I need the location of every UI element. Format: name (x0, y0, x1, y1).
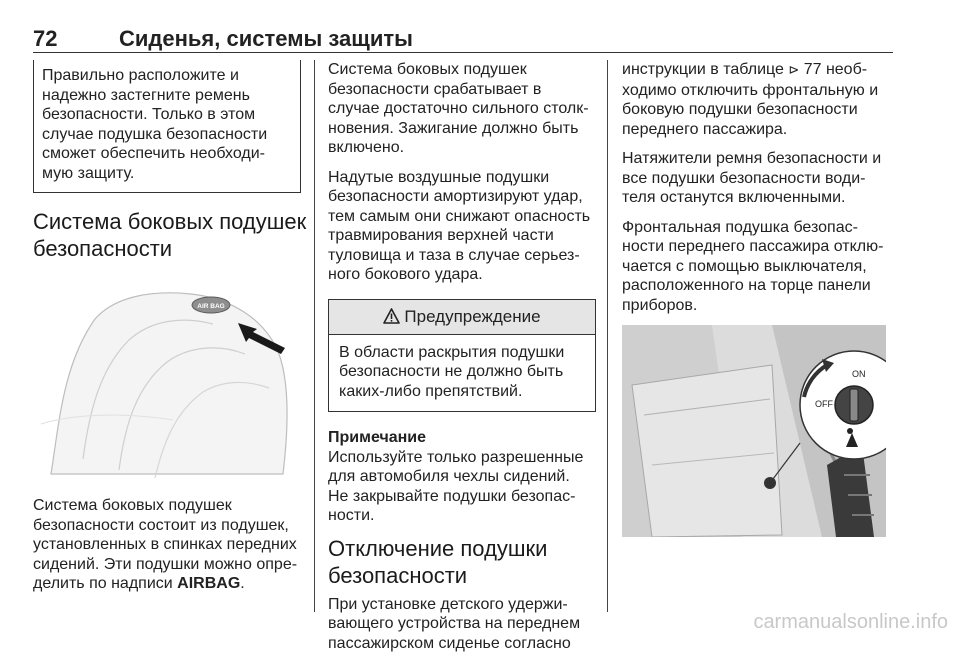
switch-on-label: ON (852, 369, 866, 379)
column-3 (622, 60, 892, 549)
note-line: Не закрывайте подушки безопас- (328, 487, 596, 507)
warning-body (329, 335, 595, 412)
paragraph-child-seat (328, 595, 596, 653)
body-line: ходимо отключить фронтальную и (622, 81, 892, 101)
body-text: делить по надписи (33, 575, 177, 592)
body-line: установленных в спинках передних (33, 535, 301, 555)
warning-line: безопасности не должно быть (339, 362, 585, 382)
body-line: ности переднего пассажира отклю- (622, 237, 892, 257)
body-line: включено. (328, 138, 596, 158)
note-body (328, 448, 596, 526)
body-line: При установке детского удержи- (328, 595, 596, 615)
seat-airbag-label: AIR BAG (197, 303, 224, 310)
body-line: все подушки безопасности води- (622, 169, 892, 189)
notice-line: мую защиту. (42, 164, 292, 184)
body-text: 77 необ- (799, 61, 867, 78)
warning-title: Предупреждение (404, 307, 540, 326)
body-line (622, 60, 892, 81)
side-airbag-description (33, 496, 301, 594)
body-line: переднего пассажира. (622, 120, 892, 140)
body-line: пассажирском сиденье согласно (328, 634, 596, 653)
heading-line: безопасности (33, 235, 301, 262)
body-line: туловища и таза в случае серьез- (328, 246, 596, 266)
body-text: . (240, 575, 244, 592)
warning-line: В области раскрытия подушки (339, 343, 585, 363)
seatbelt-notice-box (33, 60, 301, 193)
note-line: ности. (328, 506, 596, 526)
warning-line: каких-либо препятствий. (339, 382, 585, 402)
body-line: боковую подушки безопасности (622, 100, 892, 120)
paragraph-protection (328, 168, 596, 285)
page-reference-icon[interactable]: ⊳ (788, 63, 799, 78)
warning-box (328, 299, 596, 413)
paragraph-activation (328, 60, 596, 158)
section-heading-deactivation (328, 535, 596, 589)
heading-line: Отключение подушки (328, 535, 596, 562)
seat-airbag-illustration (33, 274, 301, 484)
warning-header (329, 300, 595, 335)
body-line: Система боковых подушек (328, 60, 596, 80)
body-line: вающего устройства на переднем (328, 614, 596, 634)
note-line: Используйте только разрешенные (328, 448, 596, 468)
body-line: сидений. Эти подушки можно опре- (33, 555, 301, 575)
note-line: для автомобиля чехлы сидений. (328, 467, 596, 487)
page-header (33, 22, 893, 56)
paragraph-table-reference (622, 60, 892, 139)
paragraph-switch (622, 218, 892, 316)
body-line: случае достаточно сильного столк- (328, 99, 596, 119)
body-line: ного бокового удара. (328, 265, 596, 285)
body-line: безопасности состоит из подушек, (33, 516, 301, 536)
body-text: инструкции в таблице (622, 61, 788, 78)
notice-line: безопасности. Только в этом (42, 105, 292, 125)
note-title: Примечание (328, 428, 596, 448)
section-heading-side-airbags (33, 208, 301, 262)
body-line: Натяжители ремня безопасности и (622, 149, 892, 169)
body-line: Система боковых подушек (33, 496, 301, 516)
body-line: безопасности амортизируют удар, (328, 187, 596, 207)
warning-triangle-icon (383, 308, 400, 324)
column-1 (33, 60, 301, 594)
header-rule (33, 52, 893, 53)
switch-off-label: OFF (815, 399, 833, 409)
column-separator (607, 60, 608, 612)
body-line: теля останутся включенными. (622, 188, 892, 208)
body-line: новения. Зажигание должно быть (328, 119, 596, 139)
body-line: расположенного на торце панели (622, 276, 892, 296)
body-line: чается с помощью выключателя, (622, 257, 892, 277)
body-line: приборов. (622, 296, 892, 316)
airbag-switch-illustration (622, 325, 886, 537)
notice-line: сможет обеспечить необходи- (42, 144, 292, 164)
body-line: тем самым они снижают опасность (328, 207, 596, 227)
notice-line: надежно застегните ремень (42, 86, 292, 106)
body-line: Надутые воздушные подушки (328, 168, 596, 188)
paragraph-driver-systems (622, 149, 892, 208)
heading-line: безопасности (328, 562, 596, 589)
column-2 (328, 60, 596, 653)
heading-line: Система боковых подушек (33, 208, 301, 235)
body-line: травмирования верхней части (328, 226, 596, 246)
notice-line: Правильно расположите и (42, 66, 292, 86)
watermark: carmanualsonline.info (753, 611, 948, 634)
body-line: Фронтальная подушка безопас- (622, 218, 892, 238)
page-number: 72 (33, 26, 57, 52)
column-separator (314, 60, 315, 612)
body-line: безопасности срабатывает в (328, 80, 596, 100)
notice-line: случае подушка безопасности (42, 125, 292, 145)
airbag-label-text: AIRBAG (177, 575, 240, 592)
body-line (33, 574, 301, 594)
page-title: Сиденья, системы защиты (119, 26, 413, 52)
